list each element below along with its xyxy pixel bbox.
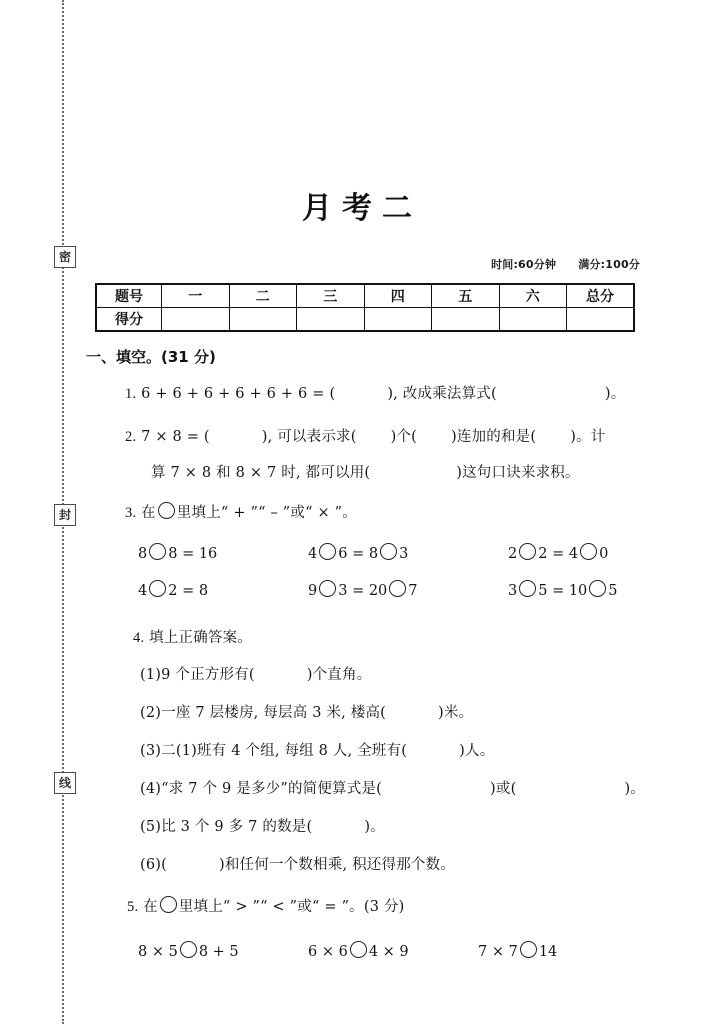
question-3-prompt-a: 在	[141, 505, 156, 521]
exam-meta	[491, 256, 640, 272]
circle-blank-icon[interactable]	[380, 543, 397, 560]
score-table-col-4: 四	[364, 284, 432, 308]
score-cell-1[interactable]	[162, 308, 230, 332]
exam-full-score: 满分:100分	[578, 258, 640, 271]
question-2-part-e: )。计	[570, 429, 606, 445]
question-1-part-a: 6 + 6 + 6 + 6 + 6 + 6 = (	[141, 386, 336, 402]
question-4-sub-6	[140, 853, 455, 874]
q4-s3-label: (3)	[140, 743, 162, 759]
question-1-part-c: )。	[604, 386, 626, 402]
score-cell-5[interactable]	[432, 308, 500, 332]
exam-time: 时间:60分钟	[491, 258, 557, 271]
q3-i5-mid: 3 = 20	[338, 583, 388, 599]
question-5-item-1	[138, 941, 239, 960]
question-2-part-a: 7 × 8 = (	[141, 429, 210, 445]
q5-i2-right: 4 × 9	[368, 944, 409, 960]
q3-i2-right: 3	[399, 546, 409, 562]
circle-blank-icon[interactable]	[149, 543, 166, 560]
q4-s4-c: )。	[624, 781, 645, 797]
question-4-sub-5	[140, 815, 385, 836]
q4-s4-b: )或(	[490, 781, 517, 797]
question-3-item-1	[138, 543, 217, 562]
q4-s1-b: )个直角。	[306, 667, 372, 683]
question-4-number: 4.	[133, 630, 145, 646]
circle-blank-icon[interactable]	[589, 580, 606, 597]
table-row-scores	[96, 308, 634, 332]
circle-blank-icon[interactable]	[580, 543, 597, 560]
question-5-prompt	[127, 895, 405, 916]
score-table-col-1: 一	[162, 284, 230, 308]
q4-s1-a: 9 个正方形有(	[161, 667, 255, 683]
question-4-sub-1	[140, 663, 371, 684]
question-1	[125, 382, 625, 403]
q4-s2-a: 一座 7 层楼房, 每层高 3 米, 楼高(	[161, 705, 387, 721]
score-table-row-label-score: 得分	[96, 308, 162, 332]
page-title: 月考二	[302, 191, 422, 226]
q5-i2-left: 6 × 6	[308, 944, 348, 960]
circle-blank-icon[interactable]	[158, 502, 175, 519]
q4-s3-a: 二(1)班有 4 个组, 每组 8 人, 全班有(	[161, 743, 408, 759]
score-table-col-total: 总分	[567, 284, 635, 308]
score-cell-4[interactable]	[364, 308, 432, 332]
q3-i4-left: 4	[138, 583, 148, 599]
q3-i6-right: 5	[608, 583, 618, 599]
q3-i2-mid: 6 = 8	[338, 546, 379, 562]
q3-i5-left: 9	[308, 583, 318, 599]
q4-s2-b: )米。	[438, 705, 474, 721]
circle-blank-icon[interactable]	[180, 941, 197, 958]
seal-char-xian: 线	[54, 772, 76, 794]
question-3-item-5	[308, 580, 418, 599]
question-4-sub-3	[140, 739, 494, 760]
seal-char-feng: 封	[54, 504, 76, 526]
q3-i1-left: 8	[138, 546, 148, 562]
question-5-number: 5.	[127, 899, 139, 915]
q4-s5-b: )。	[364, 819, 385, 835]
score-table-col-6: 六	[499, 284, 567, 308]
circle-blank-icon[interactable]	[519, 580, 536, 597]
question-3-item-2	[308, 543, 408, 562]
seal-char-mi: 密	[54, 246, 76, 268]
circle-blank-icon[interactable]	[149, 580, 166, 597]
circle-blank-icon[interactable]	[389, 580, 406, 597]
score-cell-3[interactable]	[297, 308, 365, 332]
q4-s5-label: (5)	[140, 819, 162, 835]
circle-blank-icon[interactable]	[319, 543, 336, 560]
question-1-part-b: ), 改成乘法算式(	[387, 386, 497, 402]
q5-i1-left: 8 × 5	[138, 944, 178, 960]
question-5-item-2	[308, 941, 409, 960]
score-table-row-label-question: 题号	[96, 284, 162, 308]
q5-i3-left: 7 × 7	[478, 944, 518, 960]
question-2-part-b: ), 可以表示求(	[261, 429, 357, 445]
q4-s5-a: 比 3 个 9 多 7 的数是(	[161, 819, 313, 835]
question-2-number: 2.	[125, 429, 137, 445]
question-2-part-g: )这句口诀来求积。	[456, 465, 580, 481]
question-3-item-3	[508, 543, 608, 562]
section-heading-fill-in-blanks: 一、填空。(31 分)	[86, 348, 216, 366]
score-table-col-2: 二	[229, 284, 297, 308]
question-5-item-3	[478, 941, 557, 960]
score-cell-6[interactable]	[499, 308, 567, 332]
q4-s3-b: )人。	[459, 743, 495, 759]
q3-i3-right: 0	[599, 546, 609, 562]
q3-i6-left: 3	[508, 583, 518, 599]
question-4-prompt	[133, 626, 252, 647]
score-cell-total[interactable]	[567, 308, 635, 332]
question-4-prompt-text: 填上正确答案。	[149, 630, 252, 646]
q4-s4-label: (4)	[140, 781, 162, 797]
q4-s2-label: (2)	[140, 705, 162, 721]
q3-i3-left: 2	[508, 546, 518, 562]
q4-s6-b: )和任何一个数相乘, 积还得那个数。	[219, 857, 455, 873]
circle-blank-icon[interactable]	[319, 580, 336, 597]
score-table-col-3: 三	[297, 284, 365, 308]
circle-blank-icon[interactable]	[160, 896, 177, 913]
question-5-prompt-b: 里填上“ > ”“ < ”或“ = ”。(3 分)	[178, 899, 405, 915]
question-3-prompt-b: 里填上“ + ”“ – ”或“ × ”。	[176, 505, 357, 521]
q3-i2-left: 4	[308, 546, 318, 562]
q5-i1-right: 8 + 5	[198, 944, 239, 960]
question-3-prompt	[125, 501, 357, 522]
score-table	[95, 283, 635, 332]
q3-i6-mid: 5 = 10	[538, 583, 588, 599]
q3-i3-mid: 2 = 4	[538, 546, 579, 562]
q3-i5-right: 7	[408, 583, 418, 599]
q3-i4-right: 2 = 8	[168, 583, 209, 599]
circle-blank-icon[interactable]	[519, 543, 536, 560]
circle-blank-icon[interactable]	[350, 941, 367, 958]
question-4-sub-2	[140, 701, 473, 722]
question-2-line-2	[151, 461, 580, 482]
question-2-part-f: 算 7 × 8 和 8 × 7 时, 都可以用(	[151, 465, 371, 481]
question-2-part-d: )连加的和是(	[451, 429, 537, 445]
score-cell-2[interactable]	[229, 308, 297, 332]
question-4-sub-4	[140, 777, 645, 798]
q4-s6-a: (	[161, 857, 167, 873]
score-table-col-5: 五	[432, 284, 500, 308]
question-1-number: 1.	[125, 386, 137, 402]
question-2-part-c: )个(	[390, 429, 418, 445]
q3-i1-right: 8 = 16	[168, 546, 218, 562]
q4-s4-a: “求 7 个 9 是多少”的简便算式是(	[161, 781, 383, 797]
question-3-item-4	[138, 580, 208, 599]
q5-i3-right: 14	[538, 944, 558, 960]
q4-s1-label: (1)	[140, 667, 162, 683]
q4-s6-label: (6)	[140, 857, 162, 873]
question-3-number: 3.	[125, 505, 137, 521]
question-2-line-1	[125, 425, 606, 446]
table-row-question-numbers	[96, 284, 634, 308]
question-5-prompt-a: 在	[143, 899, 158, 915]
circle-blank-icon[interactable]	[520, 941, 537, 958]
question-3-item-6	[508, 580, 618, 599]
